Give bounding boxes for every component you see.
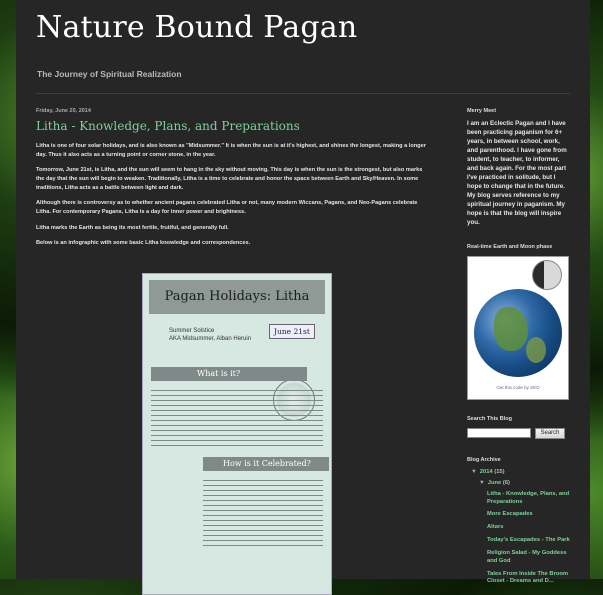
sidebar [467, 108, 571, 591]
archive-post-link[interactable]: Today's Escapades - The Park [487, 537, 570, 544]
archive-year-count: (15) [494, 468, 505, 475]
infographic-text-lines [203, 476, 323, 550]
earth-heading: Real-time Earth and Moon phase [467, 243, 553, 250]
archive-post-link[interactable]: Altars [487, 524, 504, 531]
moon-phase-icon [532, 260, 562, 290]
archive-month-count: (6) [502, 479, 510, 486]
litha-infographic[interactable] [142, 273, 332, 595]
infographic-section-what: What is it? [151, 367, 307, 381]
archive-month-label[interactable]: June [487, 479, 502, 486]
blog-page [16, 0, 590, 585]
earth-moon-widget[interactable] [467, 256, 569, 400]
header-divider [36, 93, 570, 94]
expand-triangle-icon[interactable]: ▼ [471, 468, 477, 475]
archive-year-label[interactable]: 2014 [479, 468, 493, 475]
archive-post-link[interactable]: Litha - Knowledge, Plans, and Preparations [487, 490, 570, 505]
infographic-date-badge: June 21st [269, 324, 315, 339]
about-heading: Merry Meet [467, 108, 497, 114]
infographic-solstice [169, 327, 251, 344]
archive-month[interactable] [479, 480, 571, 486]
archive-post-link[interactable]: More Escapades [487, 511, 533, 518]
infographic-text-lines [151, 386, 323, 450]
search-input[interactable] [467, 428, 531, 438]
infographic-banner: Pagan Holidays: Litha [149, 280, 325, 314]
post-date: Friday, June 20, 2014 [36, 108, 91, 114]
post-paragraph: Litha marks the Earth as being its most fertile, fruitful, and generally full. [36, 224, 229, 231]
blog-archive [467, 469, 571, 586]
about-text: I am an Eclectic Pagan and I have been practicing paganism for 6+ years, in between school, work, and parenthood. I have gone from student, to teacher, to informer, and back again. For the most part I've practiced in solitude, but I hope to change that in the future. My blog serves reference to my spiritual journey in paganism. My hope is that the blog will inspire you. [467, 120, 567, 226]
post-paragraph: Below is an infographic with some basic Litha knowledge and correspondences. [36, 240, 251, 247]
search-heading: Search This Blog [467, 415, 512, 422]
blog-description: The Journey of Spiritual Realization [37, 69, 182, 79]
blog-title[interactable]: Nature Bound Pagan [36, 10, 358, 45]
post-paragraph: Litha is one of four solar holidays, and is also known as "Midsummer." It is when the sun is at it's highest, and shines the longest, making a longer day. Thus it also acts as a turning point or corner stone, in the year. [36, 143, 426, 158]
infographic-section-how: How is it Celebrated? [203, 457, 329, 471]
archive-post-link[interactable]: Tales From Inside The Broom Closet - Dreams and D... [487, 570, 569, 585]
earth-globe-icon [474, 289, 562, 377]
post-paragraph: Although there is controversy as to whether ancient pagans celebrated Litha or not, many modern Wiccans, Pagans, and Neo-Pagans celebrate Litha. For contemporary Pagans, Litha is a day for inner power and brightness. [36, 200, 418, 215]
post-title[interactable]: Litha - Knowledge, Plans, and Preparations [36, 119, 300, 133]
search-button[interactable]: Search [535, 428, 565, 439]
solstice-aka-line: AKA Midsummer, Alban Heruin [169, 336, 252, 343]
solstice-line: Summer Solstice [169, 328, 215, 334]
archive-post-link[interactable]: Religion Salad - My Goddess and God [487, 549, 567, 564]
earth-caption-link[interactable]: Get this code by SEO [496, 384, 540, 390]
archive-heading: Blog Archive [467, 456, 501, 463]
main-column [36, 108, 432, 255]
post-paragraph: Tomorrow, June 21st, is Litha, and the sun will seem to hang in the sky without moving. This day is when the sun is the strongest, but also marks the day that the sun will begin to weaken. Traditionally, Litha is a time to celebrate and honor the space between Earth and Sky/Heaven. In some traditions, Litha acts as a battle between light and dark. [36, 167, 423, 191]
expand-triangle-icon[interactable]: ▼ [479, 479, 485, 486]
search-row [467, 428, 571, 439]
archive-year[interactable] [471, 469, 571, 475]
